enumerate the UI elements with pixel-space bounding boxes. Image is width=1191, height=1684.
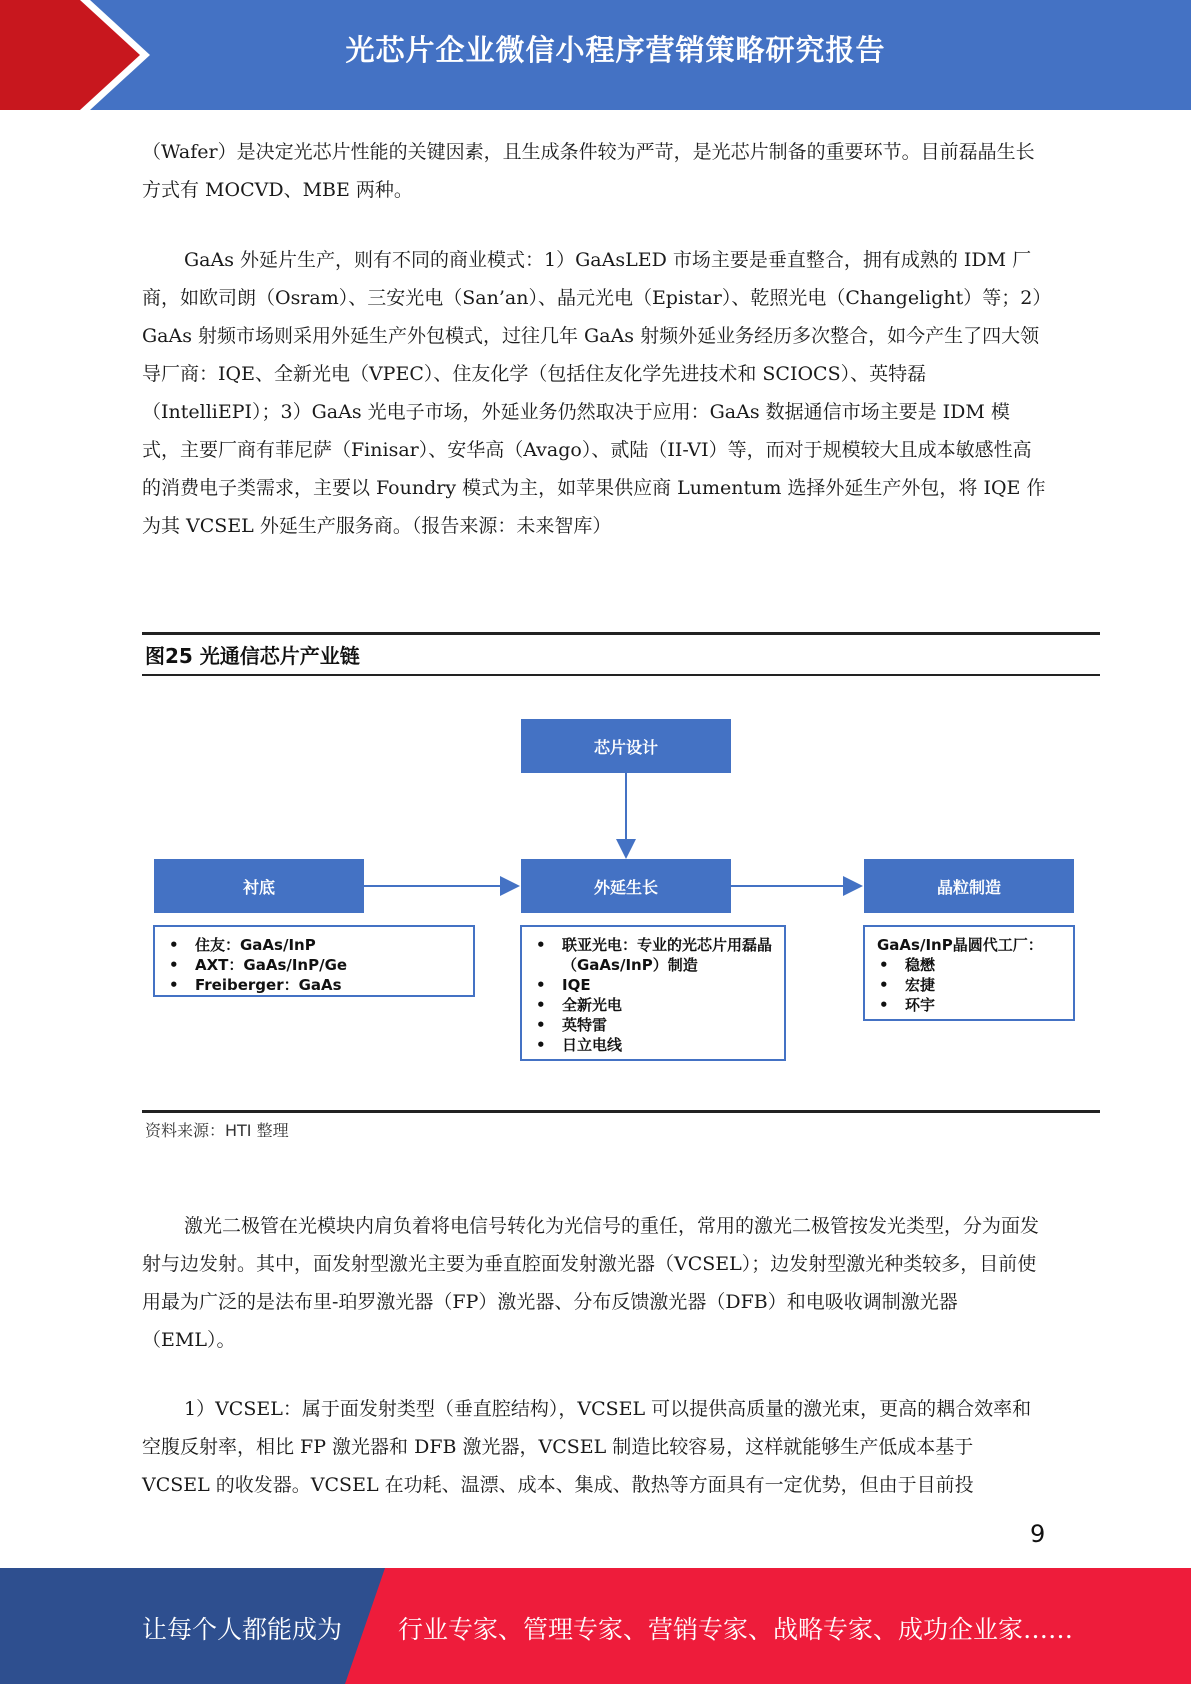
chip-design-box: 芯片设计 xyxy=(521,719,731,773)
footer-slogan-left: 让每个人都能成为 xyxy=(142,1615,343,1644)
list-item: • 英特雷 xyxy=(534,1015,784,1035)
epitaxy-vendors-box xyxy=(520,925,786,1061)
list-item: • Freiberger：GaAs xyxy=(167,975,473,995)
page-footer xyxy=(0,1568,1191,1684)
die-vendors-box xyxy=(863,925,1075,1021)
page-number: 9 xyxy=(1030,1520,1046,1548)
list-item: • 住友：GaAs/InP xyxy=(167,935,473,955)
list-item: • IQE xyxy=(534,975,784,995)
figure-source: 资料来源：HTI 整理 xyxy=(145,1121,289,1140)
die-manufacturing-box: 晶粒制造 xyxy=(864,859,1074,913)
list-item: • 宏捷 xyxy=(877,975,1073,995)
paragraph-vcsel: 1）VCSEL：属于面发射类型（垂直腔结构），VCSEL 可以提供高质量的激光束，更高的耦合效率和空腹反射率，相比 FP 激光器和 DFB 激光器，VCSEL 制造比较容易，这样就能够生产低成本基于 VCSEL 的收发器。VCSEL 在功耗、温漂、成本、集成、散热等方面具有一定优势，但由于目前投 xyxy=(142,1398,1032,1496)
list-item: • 环宇 xyxy=(877,995,1073,1015)
substrate-vendors-box xyxy=(153,925,475,997)
list-item: • AXT：GaAs/InP/Ge xyxy=(167,955,473,975)
paragraph-gaas-models: GaAs 外延片生产，则有不同的商业模式：1）GaAsLED 市场主要是垂直整合，拥有成熟的 IDM 厂商，如欧司朗（Osram）、三安光电（San’an）、晶元光电（Epistar）、乾照光电（Changelight）等；2）GaAs 射频市场则采用外延生产外包模式，过往几年 GaAs 射频外延业务经历多次整合，如今产生了四大领导厂商：IQE、全新光电（VPEC）、住友化学（包括住友化学先进技术和 SCIOCS）、英特磊（IntelliEPI）；3）GaAs 光电子市场，外延业务仍然取决于应用：GaAs 数据通信市场主要是 IDM 模式，主要厂商有菲尼萨（Finisar）、安华高（Avago）、贰陆（II-VI）等，而对于规模较大且成本敏感性高的消费电子类需求，主要以 Foundry 模式为主，如苹果供应商 Lumentum 选择外延生产外包，将 IQE 作为其 VCSEL 外延生产服务商。（报告来源：未来智库） xyxy=(142,249,1046,537)
paragraph-laser-diode: 激光二极管在光模块内肩负着将电信号转化为光信号的重任，常用的激光二极管按发光类型，分为面发射与边发射。其中，面发射型激光主要为垂直腔面发射激光器（VCSEL）；边发射型激光种类较多，目前使用最为广泛的是法布里-珀罗激光器（FP）激光器、分布反馈激光器（DFB）和电吸收调制激光器（EML）。 xyxy=(142,1215,1040,1351)
list-item: • 联亚光电：专业的光芯片用磊晶（GaAs/InP）制造 xyxy=(534,935,784,975)
paragraph-wafer: （Wafer）是决定光芯片性能的关键因素，且生成条件较为严苛，是光芯片制备的重要环节。目前磊晶生长方式有 MOCVD、MBE 两种。 xyxy=(142,141,1035,201)
substrate-box: 衬底 xyxy=(154,859,364,913)
figure-bottom-rule xyxy=(142,1110,1100,1113)
die-vendors-heading: GaAs/InP晶圆代工厂： xyxy=(877,936,1043,954)
report-title: 光芯片企业微信小程序营销策略研究报告 xyxy=(345,33,886,67)
figure-title: 图25 光通信芯片产业链 xyxy=(145,644,360,668)
list-item: • 全新光电 xyxy=(534,995,784,1015)
footer-slogan-right: 行业专家、管理专家、营销专家、战略专家、成功企业家…… xyxy=(398,1615,1074,1644)
list-item: • 稳懋 xyxy=(877,955,1073,975)
list-item: • 日立电线 xyxy=(534,1035,784,1055)
epitaxy-box: 外延生长 xyxy=(521,859,731,913)
